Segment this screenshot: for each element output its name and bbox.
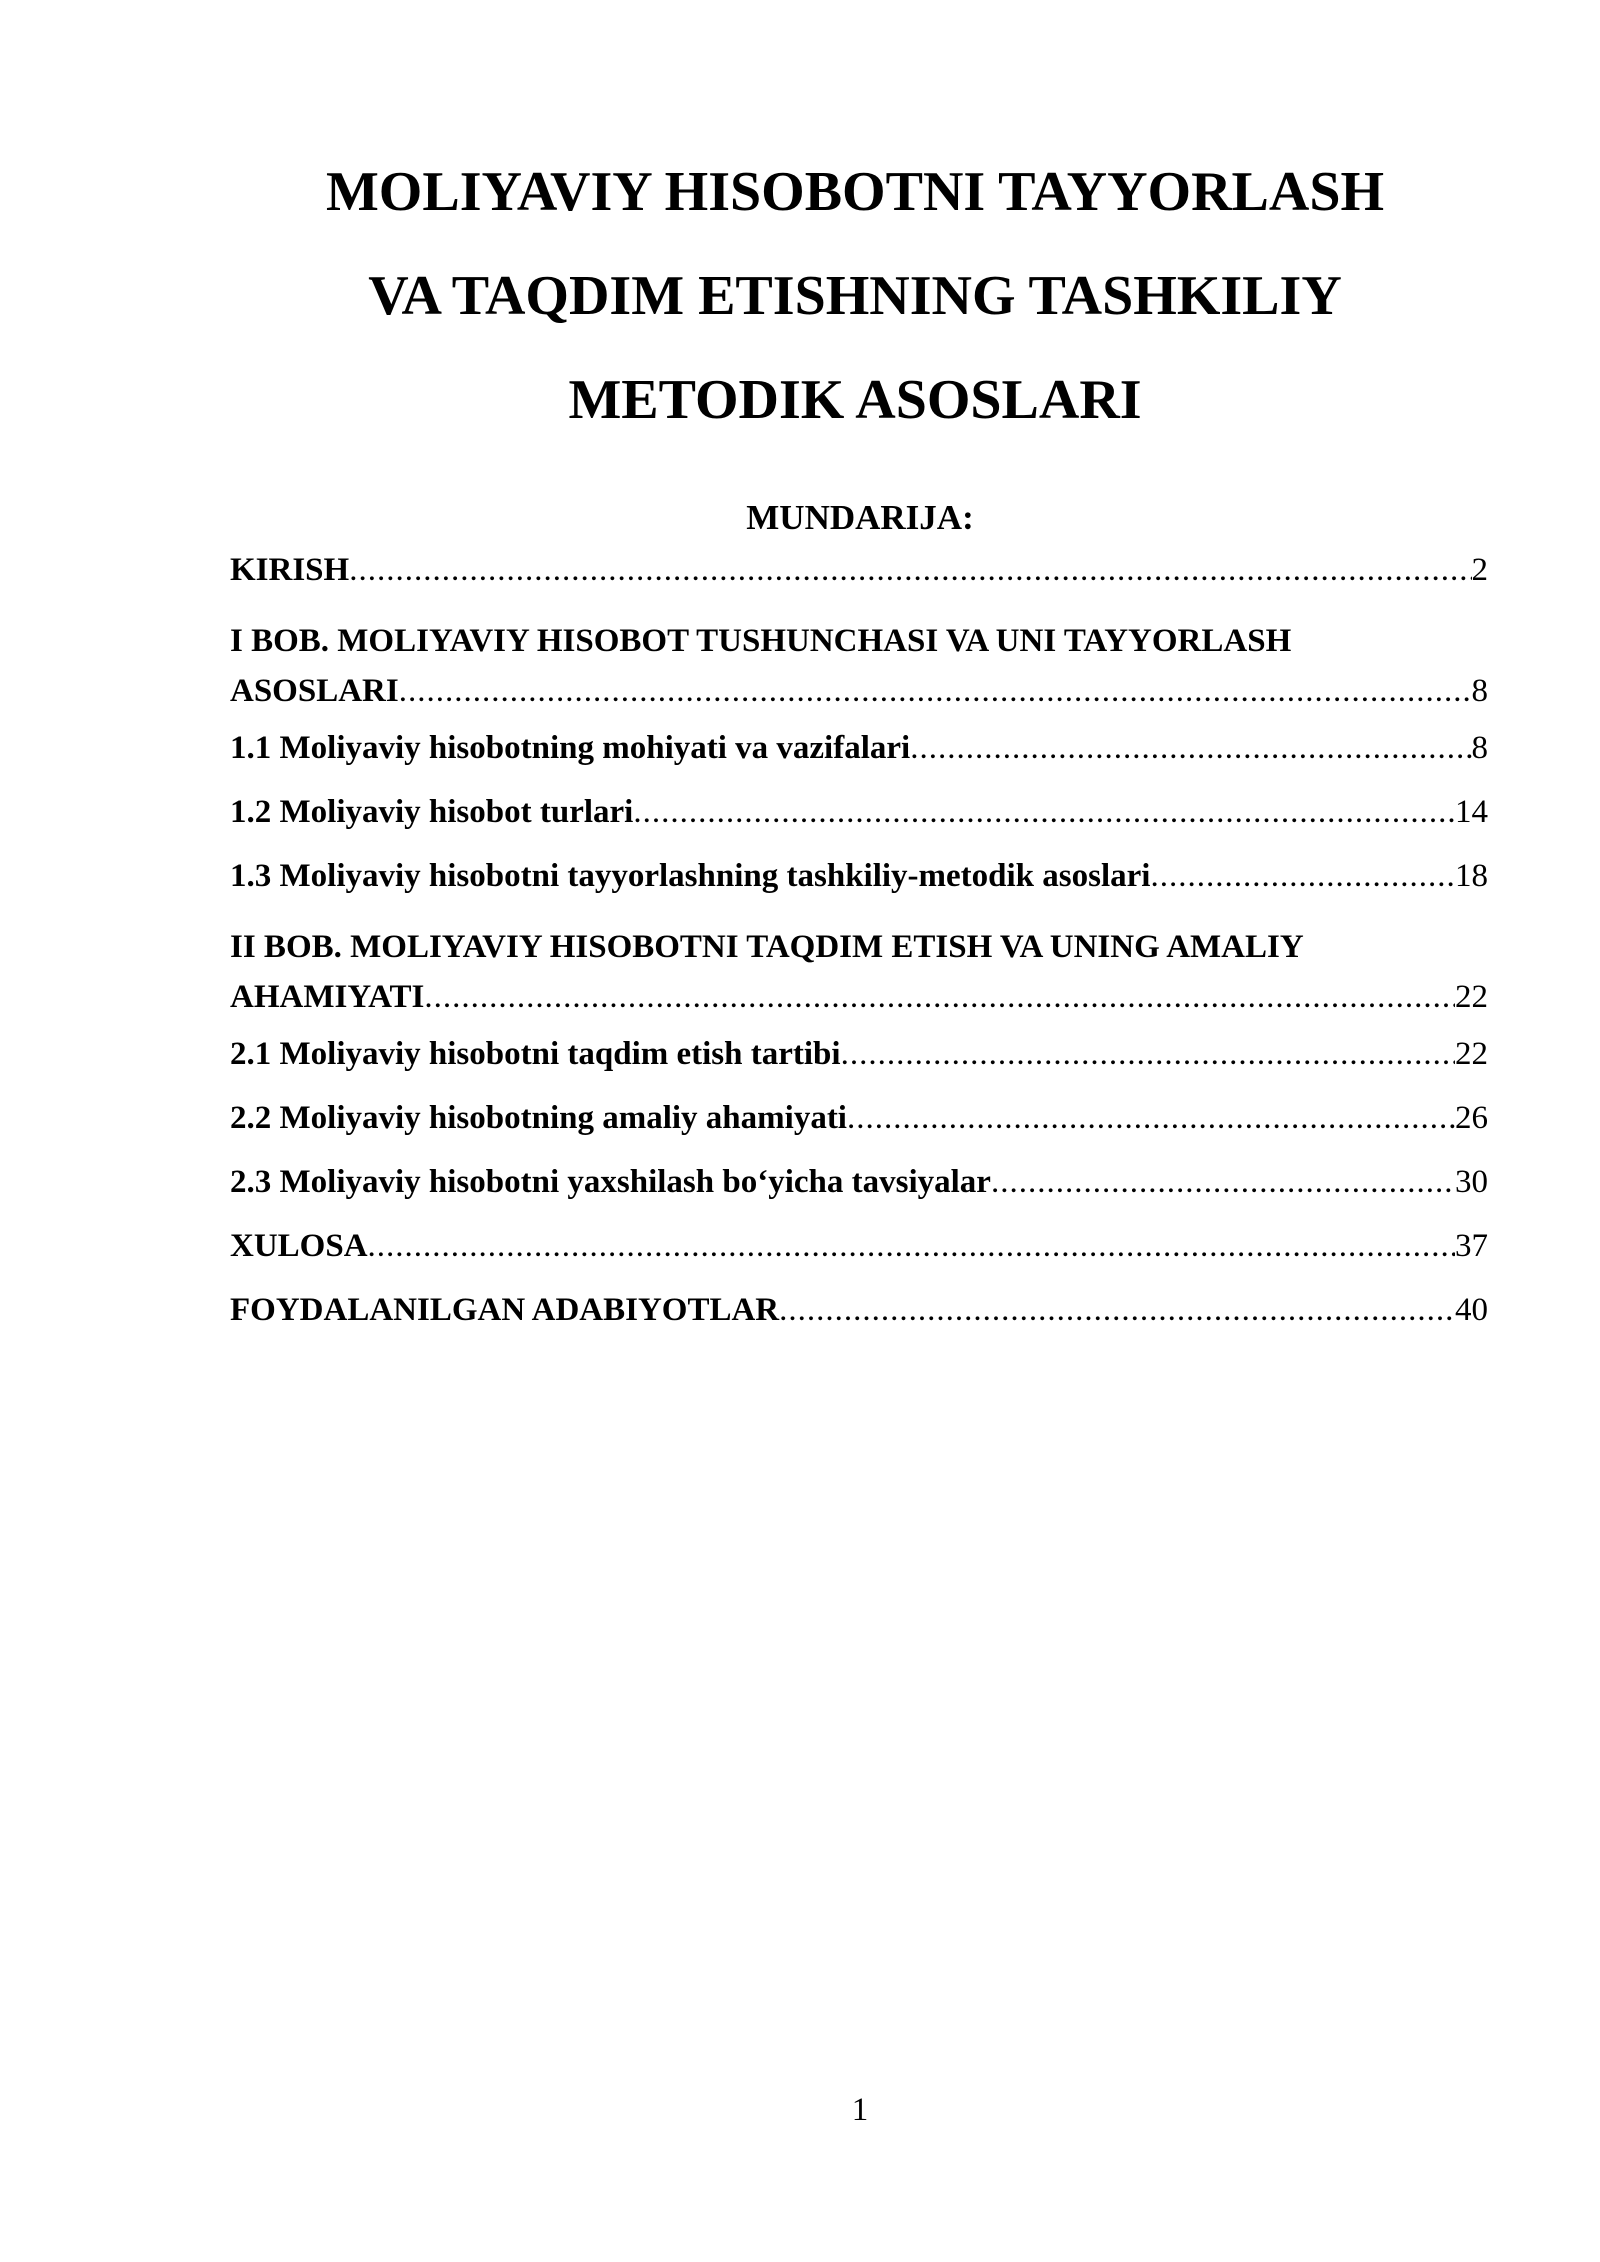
toc-entry-page: 8 — [1471, 730, 1488, 766]
dot-leader — [424, 972, 1455, 1022]
toc-entry-kirish[interactable] — [230, 538, 1488, 602]
toc-entry-2-3[interactable] — [230, 1150, 1488, 1214]
toc-entry-page: 40 — [1455, 1292, 1488, 1328]
toc-entry-page: 14 — [1455, 794, 1488, 830]
toc-entry-label: KIRISH — [230, 552, 350, 588]
toc-entry-page: 22 — [1455, 979, 1488, 1015]
toc-entry-xulosa[interactable] — [230, 1214, 1488, 1278]
toc-entry-label: ASOSLARI — [230, 673, 399, 709]
dot-leader — [910, 716, 1471, 780]
dot-leader — [368, 1214, 1455, 1278]
toc-entry-1-3[interactable] — [230, 844, 1488, 908]
toc-entry-page: 8 — [1471, 673, 1488, 709]
title-line-2: VA TAQDIM ETISHNING TASHKILIY — [368, 265, 1342, 327]
toc-entry-adabiyotlar[interactable] — [230, 1278, 1488, 1342]
toc-entry-label: 2.1 Moliyaviy hisobotni taqdim etish tartibi — [230, 1036, 841, 1072]
title-line-1: MOLIYAVIY HISOBOTNI TAYYORLASH — [325, 161, 1385, 223]
dot-leader — [841, 1022, 1455, 1086]
toc-entry-page: 22 — [1455, 1036, 1488, 1072]
toc-entry-1-1[interactable] — [230, 716, 1488, 780]
toc-entry-chapter-2[interactable] — [230, 922, 1488, 1022]
dot-leader — [349, 538, 1471, 602]
toc-entry-label: 2.3 Moliyaviy hisobotni yaxshilash bo‘yicha tavsiyalar — [230, 1164, 991, 1200]
toc-entry-2-2[interactable] — [230, 1086, 1488, 1150]
toc-entry-page: 37 — [1455, 1228, 1488, 1264]
toc-entry-chapter-1[interactable] — [230, 616, 1488, 716]
dot-leader — [779, 1278, 1455, 1342]
toc-entry-label: FOYDALANILGAN ADABIYOTLAR — [230, 1292, 780, 1328]
table-of-contents — [230, 538, 1488, 1342]
title-line-3: METODIK ASOSLARI — [568, 369, 1142, 431]
toc-entry-label: XULOSA — [230, 1228, 368, 1264]
toc-entry-label: AHAMIYATI — [230, 979, 425, 1015]
toc-entry-label: 1.1 Moliyaviy hisobotning mohiyati va vazifalari — [230, 730, 911, 766]
dot-leader — [847, 1086, 1455, 1150]
toc-entry-label-line1: I BOB. MOLIYAVIY HISOBOT TUSHUNCHASI VA UNI TAYYORLASH — [230, 623, 1292, 659]
toc-entry-1-2[interactable] — [230, 780, 1488, 844]
toc-entry-label-line1: II BOB. MOLIYAVIY HISOBOTNI TAQDIM ETISH VA UNING AMALIY — [230, 929, 1304, 965]
toc-heading: MUNDARIJA: — [746, 498, 974, 537]
document-title — [230, 140, 1480, 452]
toc-entry-page: 18 — [1455, 858, 1488, 894]
dot-leader — [991, 1150, 1455, 1214]
dot-leader — [399, 666, 1472, 716]
toc-entry-label: 2.2 Moliyaviy hisobotning amaliy ahamiyati — [230, 1100, 847, 1136]
toc-entry-page: 2 — [1471, 552, 1488, 588]
toc-entry-page: 30 — [1455, 1164, 1488, 1200]
toc-entry-label: 1.2 Moliyaviy hisobot turlari — [230, 794, 634, 830]
dot-leader — [1150, 844, 1455, 908]
toc-entry-page: 26 — [1455, 1100, 1488, 1136]
toc-entry-2-1[interactable] — [230, 1022, 1488, 1086]
page-number: 1 — [851, 2092, 869, 2128]
dot-leader — [633, 780, 1455, 844]
toc-entry-label: 1.3 Moliyaviy hisobotni tayyorlashning tashkiliy-metodik asoslari — [230, 858, 1151, 894]
